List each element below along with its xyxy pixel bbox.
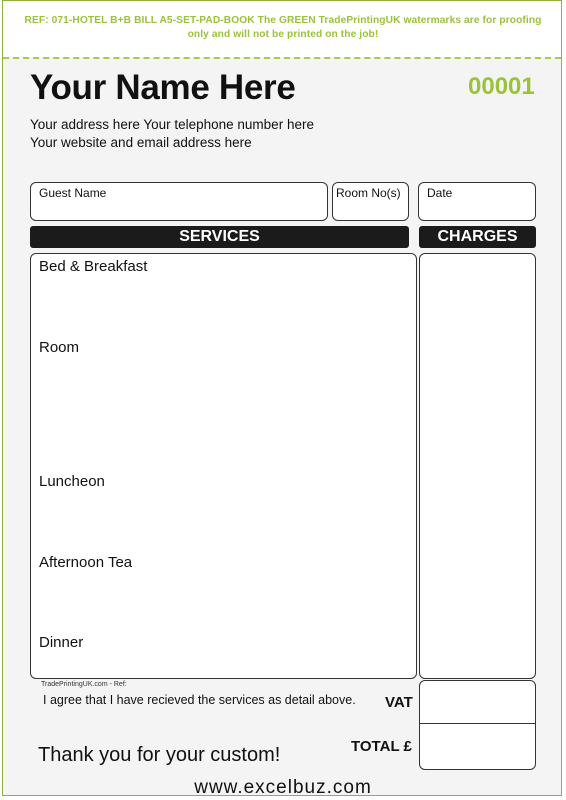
proof-watermark-note — [20, 14, 546, 42]
address-line-2: Your website and email address here — [30, 135, 252, 150]
guest-name-field[interactable] — [30, 182, 328, 221]
vat-label: VAT — [385, 694, 413, 711]
service-item-room: Room — [39, 339, 80, 356]
charges-box[interactable] — [419, 253, 536, 679]
charges-header: CHARGES — [419, 226, 536, 248]
guest-name-label: Guest Name — [39, 186, 107, 200]
total-box[interactable] — [419, 723, 536, 770]
invoice-number: 00001 — [468, 73, 535, 100]
perforation-line — [3, 57, 561, 59]
date-field[interactable] — [418, 182, 536, 221]
agreement-text: I agree that I have recieved the services as detail above. — [43, 693, 356, 707]
room-number-label: Room No(s) — [336, 186, 401, 200]
website-watermark: www.excelbuz.com — [194, 777, 372, 798]
thank-you-text: Thank you for your custom! — [38, 744, 281, 766]
ref-small-print: TradePrintingUK.com - Ref: — [41, 681, 127, 688]
total-label: TOTAL £ — [351, 738, 412, 755]
proof-note-line2: only and will not be printed on the job! — [187, 29, 379, 40]
services-header: SERVICES — [30, 226, 409, 248]
business-name: Your Name Here — [30, 68, 296, 107]
service-item-bed-breakfast: Bed & Breakfast — [39, 258, 148, 275]
business-contact — [30, 116, 314, 152]
service-item-afternoon-tea: Afternoon Tea — [39, 554, 133, 571]
room-number-field[interactable] — [332, 182, 409, 221]
service-item-luncheon: Luncheon — [39, 473, 105, 490]
services-box — [30, 253, 417, 679]
address-line-1: Your address here Your telephone number here — [30, 117, 314, 132]
date-label: Date — [427, 186, 453, 200]
proof-note-line1: REF: 071-HOTEL B+B BILL A5-SET-PAD-BOOK The GREEN TradePrintingUK watermarks are for proofing — [24, 15, 542, 26]
vat-box[interactable] — [419, 680, 536, 724]
service-item-dinner: Dinner — [39, 634, 84, 651]
